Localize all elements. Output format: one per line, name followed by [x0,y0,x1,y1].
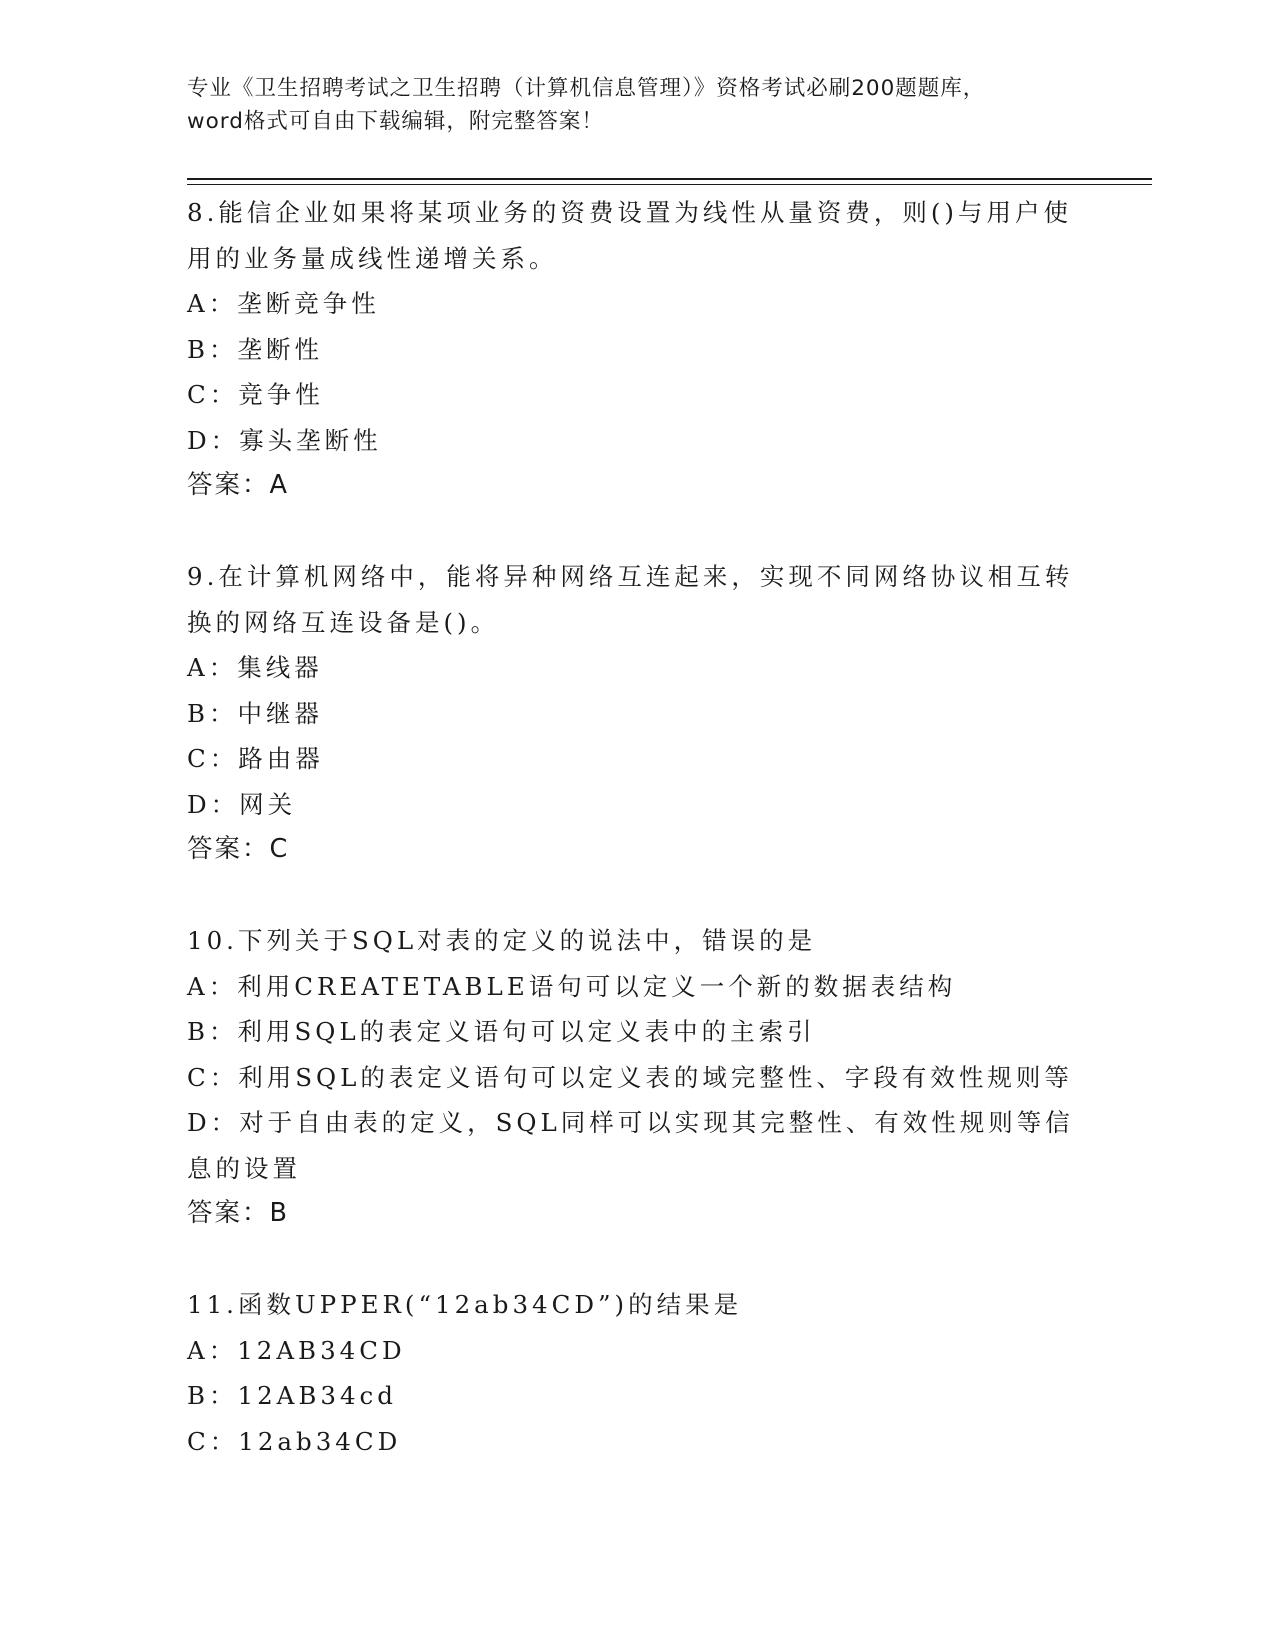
question-stem: 8.能信企业如果将某项业务的资费设置为线性从量资费，则()与用户使用的业务量成线性递增关系。 [187,198,1072,273]
option-c: C：竞争性 [187,380,324,409]
question-stem: 10.下列关于SQL对表的定义的说法中，错误的是 [187,926,817,955]
question-stem: 9.在计算机网络中，能将异种网络互连起来，实现不同网络协议相互转换的网络互连设备是()。 [187,562,1074,637]
option-c: C：12ab34CD [187,1426,402,1456]
option-b: B：垄断性 [187,334,324,364]
question-10 [187,918,1087,1237]
header-line-1: 专业《卫生招聘考试之卫生招聘（计算机信息管理）》资格考试必刷200题题库， [187,76,986,101]
answer: 答案：C [187,834,290,864]
header-divider-thick [187,178,1152,180]
option-a: A：利用CREATETABLE语句可以定义一个新的数据表结构 [187,971,957,1001]
header-divider-thin [187,184,1152,185]
option-b: B：12AB34cd [187,1381,397,1410]
question-9 [187,554,1087,873]
option-d: D：寡头垄断性 [187,425,382,455]
answer: 答案：A [187,470,289,500]
option-a: A：12AB34CD [187,1335,406,1365]
answer: 答案：B [187,1198,289,1228]
document-header [187,72,1087,138]
question-8 [187,190,1087,509]
question-11 [187,1282,1087,1464]
option-d: D：对于自由表的定义，SQL同样可以实现其完整性、有效性规则等信息的设置 [187,1108,1074,1183]
option-c: C：路由器 [187,744,324,773]
option-d: D：网关 [187,789,297,819]
header-line-2: word格式可自由下载编辑，附完整答案！ [187,109,604,134]
option-a: A：集线器 [187,653,323,682]
question-list [187,190,1087,1510]
option-c: C：利用SQL的表定义语句可以定义表的域完整性、字段有效性规则等 [187,1062,1073,1092]
question-stem: 11.函数UPPER(“12ab34CD”)的结果是 [187,1290,743,1319]
option-a: A：垄断竞争性 [187,289,380,318]
option-b: B：中继器 [187,698,324,728]
option-b: B：利用SQL的表定义语句可以定义表中的主索引 [187,1017,816,1046]
